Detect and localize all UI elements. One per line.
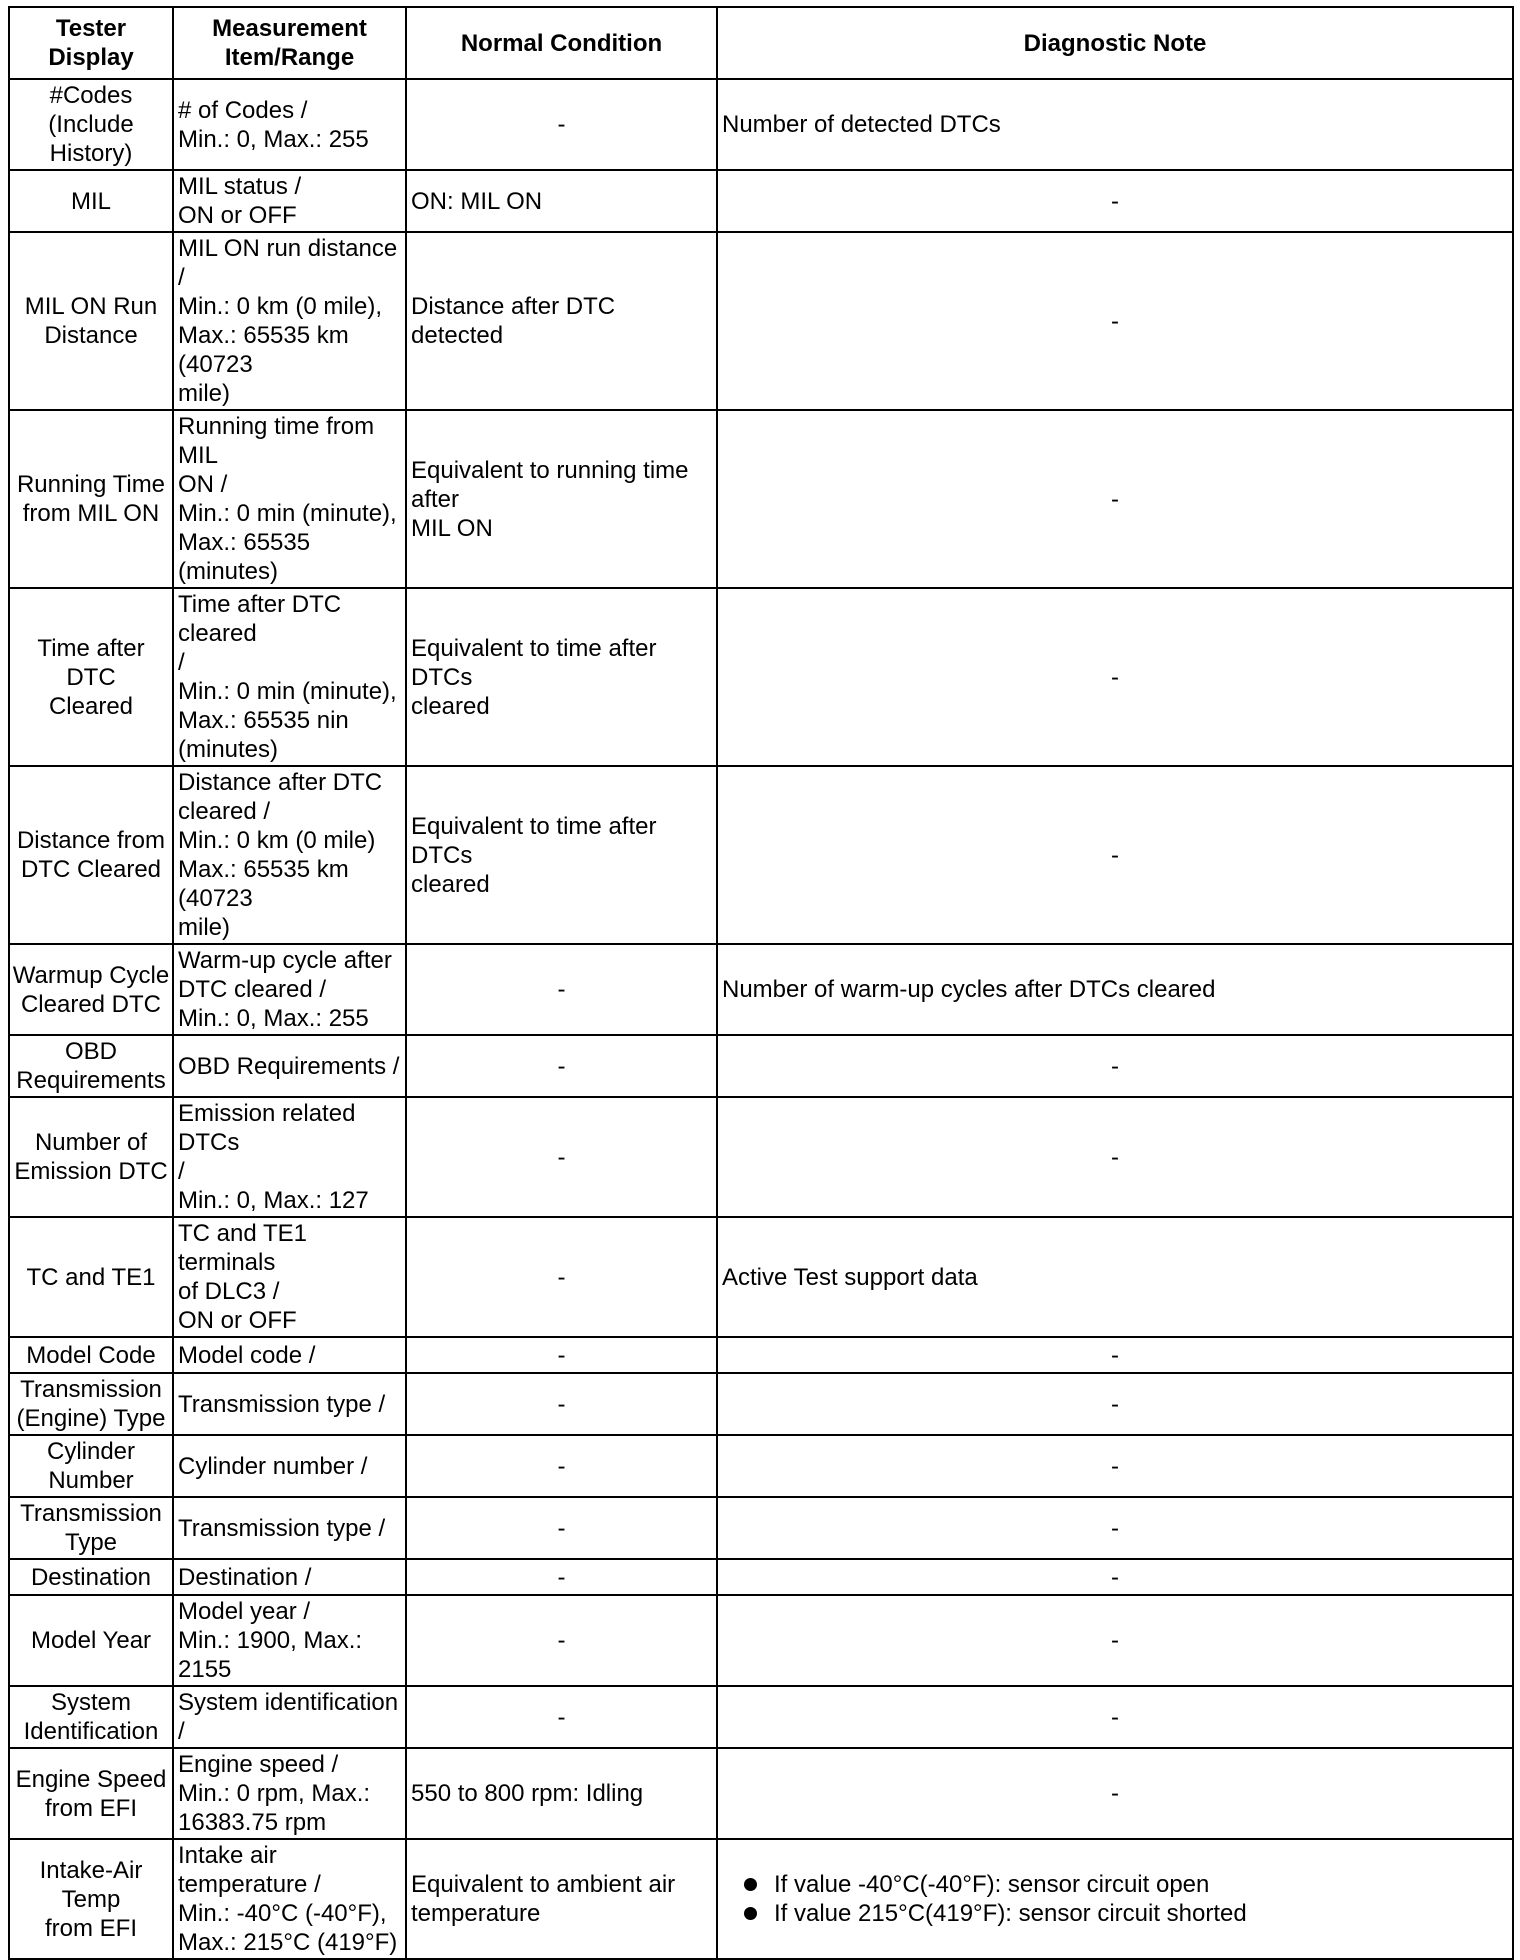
- cell-text-line: -: [1111, 1514, 1119, 1542]
- cell-text-line: Type: [64, 1529, 118, 1556]
- cell-text-line: -: [1111, 1627, 1119, 1654]
- cell-text-line: Max.: 65535 km (40723: [178, 856, 349, 912]
- cell-diagnostic-note: [717, 1748, 1513, 1839]
- cell-tester-display: [9, 944, 173, 1035]
- cell-text-line: -: [1111, 307, 1119, 335]
- cell-text-line: Requirements: [16, 1067, 166, 1094]
- cell-text-line: System: [50, 1689, 131, 1716]
- cell-text-line: -: [1111, 1052, 1119, 1080]
- cell-tester-display: [9, 1686, 173, 1748]
- cell-normal-condition: [406, 944, 717, 1035]
- cell-text-line: -: [557, 1341, 566, 1369]
- cell-text-line: cleared /: [178, 798, 271, 825]
- table-row: [9, 1595, 1513, 1686]
- cell-text-line: MIL ON run distance /: [178, 235, 398, 291]
- table-row: [9, 1497, 1513, 1559]
- note-bullet-item: [744, 1899, 1508, 1928]
- cell-text-line: Min.: 1900, Max.: 2155: [178, 1627, 363, 1683]
- cell-text-line: Transmission type /: [178, 1514, 386, 1542]
- cell-measurement-item: [173, 232, 406, 410]
- cell-text-line: DTC Cleared: [20, 856, 162, 883]
- cell-normal-condition: [406, 766, 717, 944]
- cell-text-line: Destination /: [178, 1563, 312, 1591]
- cell-tester-display: [9, 1097, 173, 1217]
- cell-text-line: Cleared DTC: [20, 990, 162, 1018]
- header-measurement-item: Measurement Item/Range: [173, 7, 406, 79]
- table-row: [9, 79, 1513, 170]
- table-row: [9, 170, 1513, 232]
- cell-text-line: mile): [178, 380, 230, 407]
- cell-text-line: Transmission: [20, 1376, 162, 1403]
- cell-text-line: Intake-Air Temp: [39, 1856, 143, 1913]
- cell-diagnostic-note: [717, 1337, 1513, 1373]
- bullet-icon: [744, 1878, 757, 1891]
- cell-text-line: -: [557, 1563, 566, 1591]
- table-row: [9, 588, 1513, 766]
- cell-text-line: Active Test support data: [722, 1263, 978, 1291]
- cell-text-line: DTC cleared /: [178, 976, 327, 1003]
- cell-diagnostic-note: [717, 79, 1513, 170]
- cell-normal-condition: [406, 1686, 717, 1748]
- note-bullet-item: [744, 1870, 1508, 1899]
- cell-text-line: TC and TE1 terminals: [178, 1220, 307, 1276]
- cell-text-line: Min.: -40°C (-40°F),: [178, 1900, 387, 1927]
- table-header-row: [9, 7, 1513, 79]
- table-row: [9, 1559, 1513, 1595]
- table-row: [9, 232, 1513, 410]
- table-row: [9, 1337, 1513, 1373]
- cell-text-line: mile): [178, 914, 230, 941]
- cell-diagnostic-note: [717, 1373, 1513, 1435]
- cell-text-line: 16383.75 rpm: [178, 1809, 327, 1836]
- cell-diagnostic-note: [717, 766, 1513, 944]
- cell-text-line: Distance: [44, 322, 138, 349]
- cell-text-line: from MIL ON: [22, 500, 160, 527]
- cell-text-line: Running Time: [16, 471, 166, 498]
- cell-diagnostic-note: [717, 1497, 1513, 1559]
- cell-text-line: (Engine) Type: [16, 1405, 166, 1432]
- cell-text-line: #Codes (Include: [48, 82, 134, 138]
- table-row: [9, 1097, 1513, 1217]
- bullet-text: If value 215°C(419°F): sensor circuit shorted: [774, 1900, 1247, 1927]
- cell-measurement-item: [173, 588, 406, 766]
- header-normal-condition: Normal Condition: [406, 7, 717, 79]
- cell-text-line: ON or OFF: [178, 1307, 297, 1334]
- cell-text-line: Equivalent to time after DTCs: [411, 634, 657, 691]
- cell-text-line: ON: MIL ON: [411, 187, 543, 215]
- cell-text-line: Equivalent to time after DTCs: [411, 812, 657, 869]
- cell-tester-display: [9, 232, 173, 410]
- cell-text-line: -: [1111, 1703, 1119, 1731]
- bullet-text: If value -40°C(-40°F): sensor circuit open: [774, 1871, 1210, 1898]
- cell-text-line: -: [1111, 1563, 1119, 1591]
- cell-normal-condition: [406, 1217, 717, 1337]
- cell-normal-condition: [406, 1337, 717, 1373]
- cell-text-line: Number of: [34, 1129, 148, 1156]
- cell-diagnostic-note: [717, 588, 1513, 766]
- cell-measurement-item: [173, 1686, 406, 1748]
- cell-text-line: -: [557, 1263, 566, 1291]
- cell-diagnostic-note: [717, 170, 1513, 232]
- cell-text-line: Number of warm-up cycles after DTCs cleared: [722, 976, 1216, 1003]
- table-row: [9, 944, 1513, 1035]
- cell-text-line: Destination: [30, 1563, 152, 1591]
- cell-diagnostic-note: [717, 1035, 1513, 1097]
- cell-normal-condition: [406, 1373, 717, 1435]
- note-bullet-list: [722, 1870, 1508, 1928]
- cell-text-line: OBD Requirements /: [178, 1052, 400, 1080]
- cell-diagnostic-note: [717, 410, 1513, 588]
- data-list-table: [8, 6, 1514, 1960]
- cell-tester-display: [9, 170, 173, 232]
- cell-text-line: Min.: 0 rpm, Max.:: [178, 1780, 371, 1807]
- cell-tester-display: [9, 1748, 173, 1839]
- cell-diagnostic-note: [717, 1839, 1513, 1959]
- cell-tester-display: [9, 1035, 173, 1097]
- cell-text-line: TC and TE1: [26, 1263, 156, 1291]
- cell-text-line: -: [1111, 1780, 1119, 1807]
- table-row: [9, 1686, 1513, 1748]
- cell-text-line: -: [557, 976, 566, 1003]
- cell-text-line: -: [1111, 1452, 1119, 1480]
- table-body: [9, 79, 1513, 1959]
- header-diagnostic-note: Diagnostic Note: [717, 7, 1513, 79]
- cell-text-line: History): [49, 140, 133, 167]
- cell-text-line: ON or OFF: [178, 202, 297, 229]
- cell-text-line: Transmission: [20, 1500, 162, 1527]
- cell-measurement-item: [173, 1748, 406, 1839]
- cell-text-line: cleared: [411, 870, 490, 898]
- cell-text-line: # of Codes /: [178, 96, 308, 124]
- cell-text-line: of DLC3 /: [178, 1278, 280, 1305]
- table-row: [9, 1373, 1513, 1435]
- cell-text-line: Max.: 65535 km (40723: [178, 322, 349, 378]
- cell-text-line: -: [1111, 485, 1119, 513]
- cell-text-line: -: [557, 1627, 566, 1654]
- cell-text-line: Time after DTC: [37, 634, 145, 691]
- cell-text-line: Distance after DTC detected: [411, 293, 616, 349]
- cell-text-line: Warm-up cycle after: [178, 947, 392, 974]
- cell-text-line: (minutes): [178, 736, 279, 763]
- cell-text-line: 550 to 800 rpm: Idling: [411, 1780, 644, 1807]
- cell-text-line: Distance after DTC: [178, 769, 383, 796]
- table-row: [9, 1217, 1513, 1337]
- cell-tester-display: [9, 1497, 173, 1559]
- cell-tester-display: [9, 1337, 173, 1373]
- bullet-icon: [744, 1907, 757, 1920]
- cell-text-line: Min.: 0 km (0 mile): [178, 827, 376, 854]
- cell-text-line: System identification /: [178, 1689, 399, 1745]
- cell-tester-display: [9, 410, 173, 588]
- cell-text-line: -: [557, 1052, 566, 1080]
- cell-measurement-item: [173, 79, 406, 170]
- cell-measurement-item: [173, 1497, 406, 1559]
- cell-diagnostic-note: [717, 1217, 1513, 1337]
- cell-text-line: -: [557, 111, 566, 138]
- cell-normal-condition: [406, 1559, 717, 1595]
- cell-text-line: Min.: 0, Max.: 127: [178, 1187, 369, 1214]
- cell-text-line: Number of detected DTCs: [722, 111, 1001, 138]
- cell-tester-display: [9, 1559, 173, 1595]
- cell-text-line: -: [557, 1514, 566, 1542]
- cell-text-line: Min.: 0, Max.: 255: [178, 125, 369, 153]
- cell-text-line: Model code /: [178, 1341, 316, 1369]
- table-row: [9, 1435, 1513, 1497]
- cell-normal-condition: [406, 1035, 717, 1097]
- cell-text-line: Equivalent to ambient air: [411, 1871, 676, 1898]
- cell-diagnostic-note: [717, 1595, 1513, 1686]
- cell-tester-display: [9, 1839, 173, 1959]
- cell-text-line: Cylinder number /: [178, 1452, 368, 1480]
- cell-text-line: Max.: 65535 (minutes): [178, 529, 311, 585]
- table-row: [9, 766, 1513, 944]
- cell-text-line: from EFI: [44, 1914, 137, 1942]
- cell-text-line: OBD: [64, 1038, 117, 1065]
- cell-text-line: Running time from MIL: [178, 413, 375, 469]
- cell-text-line: -: [1111, 1390, 1119, 1418]
- cell-normal-condition: [406, 410, 717, 588]
- cell-diagnostic-note: [717, 1097, 1513, 1217]
- table-row: [9, 1748, 1513, 1839]
- cell-measurement-item: [173, 1559, 406, 1595]
- cell-measurement-item: [173, 1097, 406, 1217]
- cell-tester-display: [9, 1373, 173, 1435]
- cell-text-line: Intake air temperature /: [178, 1842, 321, 1898]
- cell-text-line: MIL: [70, 187, 111, 215]
- cell-normal-condition: [406, 1839, 717, 1959]
- cell-measurement-item: [173, 1595, 406, 1686]
- cell-text-line: Min.: 0 km (0 mile),: [178, 293, 383, 320]
- cell-text-line: -: [557, 1143, 566, 1171]
- cell-text-line: -: [1111, 187, 1119, 215]
- cell-tester-display: [9, 766, 173, 944]
- cell-text-line: Max.: 65535 nin: [178, 707, 349, 734]
- cell-measurement-item: [173, 766, 406, 944]
- cell-tester-display: [9, 1435, 173, 1497]
- cell-text-line: Distance from: [16, 827, 166, 854]
- cell-text-line: -: [557, 1703, 566, 1731]
- cell-text-line: Equivalent to running time after: [411, 456, 689, 513]
- cell-text-line: Emission related DTCs: [178, 1100, 356, 1156]
- cell-text-line: Min.: 0 min (minute),: [178, 678, 397, 705]
- cell-text-line: -: [1111, 1341, 1119, 1369]
- cell-normal-condition: [406, 1097, 717, 1217]
- cell-normal-condition: [406, 1435, 717, 1497]
- cell-text-line: MIL status /: [178, 173, 302, 200]
- cell-diagnostic-note: [717, 1435, 1513, 1497]
- cell-tester-display: [9, 1595, 173, 1686]
- cell-text-line: Min.: 0 min (minute),: [178, 500, 397, 527]
- cell-text-line: Model Code: [26, 1341, 156, 1369]
- cell-normal-condition: [406, 588, 717, 766]
- cell-text-line: cleared: [411, 692, 490, 720]
- cell-text-line: MIL ON: [411, 514, 493, 542]
- cell-normal-condition: [406, 79, 717, 170]
- cell-text-line: Number: [48, 1467, 134, 1494]
- cell-text-line: /: [178, 649, 185, 676]
- cell-text-line: Cleared: [48, 692, 134, 720]
- cell-tester-display: [9, 79, 173, 170]
- cell-measurement-item: [173, 170, 406, 232]
- cell-text-line: Model Year: [30, 1627, 152, 1654]
- cell-normal-condition: [406, 232, 717, 410]
- cell-text-line: Emission DTC: [14, 1158, 168, 1185]
- cell-text-line: -: [1111, 841, 1119, 869]
- cell-text-line: temperature: [411, 1900, 541, 1927]
- cell-normal-condition: [406, 1497, 717, 1559]
- cell-text-line: MIL ON Run: [24, 293, 158, 320]
- cell-normal-condition: [406, 170, 717, 232]
- cell-tester-display: [9, 588, 173, 766]
- cell-text-line: -: [557, 1390, 566, 1418]
- cell-text-line: Min.: 0, Max.: 255: [178, 1005, 369, 1032]
- cell-text-line: from EFI: [44, 1794, 137, 1822]
- cell-measurement-item: [173, 1035, 406, 1097]
- cell-measurement-item: [173, 1217, 406, 1337]
- cell-text-line: -: [1111, 663, 1119, 691]
- cell-diagnostic-note: [717, 944, 1513, 1035]
- cell-text-line: Model year /: [178, 1598, 311, 1625]
- cell-measurement-item: [173, 1373, 406, 1435]
- table-row: [9, 410, 1513, 588]
- cell-text-line: Identification: [23, 1718, 159, 1745]
- cell-text-line: Engine Speed: [15, 1765, 167, 1793]
- cell-diagnostic-note: [717, 232, 1513, 410]
- cell-diagnostic-note: [717, 1686, 1513, 1748]
- table-row: [9, 1839, 1513, 1959]
- cell-normal-condition: [406, 1595, 717, 1686]
- cell-text-line: Warmup Cycle: [12, 961, 170, 989]
- cell-measurement-item: [173, 1435, 406, 1497]
- cell-measurement-item: [173, 944, 406, 1035]
- cell-text-line: Time after DTC cleared: [178, 591, 342, 647]
- cell-text-line: -: [1111, 1143, 1119, 1171]
- cell-normal-condition: [406, 1748, 717, 1839]
- cell-text-line: /: [178, 1158, 185, 1185]
- cell-text-line: ON /: [178, 471, 228, 498]
- cell-tester-display: [9, 1217, 173, 1337]
- table-row: [9, 1035, 1513, 1097]
- cell-measurement-item: [173, 1839, 406, 1959]
- cell-diagnostic-note: [717, 1559, 1513, 1595]
- cell-text-line: Cylinder: [46, 1438, 136, 1465]
- cell-measurement-item: [173, 410, 406, 588]
- cell-text-line: -: [557, 1452, 566, 1480]
- cell-text-line: Transmission type /: [178, 1390, 386, 1418]
- header-tester-display: Tester Display: [9, 7, 173, 79]
- cell-text-line: Engine speed /: [178, 1751, 339, 1778]
- cell-text-line: Max.: 215°C (419°F): [178, 1929, 398, 1956]
- cell-measurement-item: [173, 1337, 406, 1373]
